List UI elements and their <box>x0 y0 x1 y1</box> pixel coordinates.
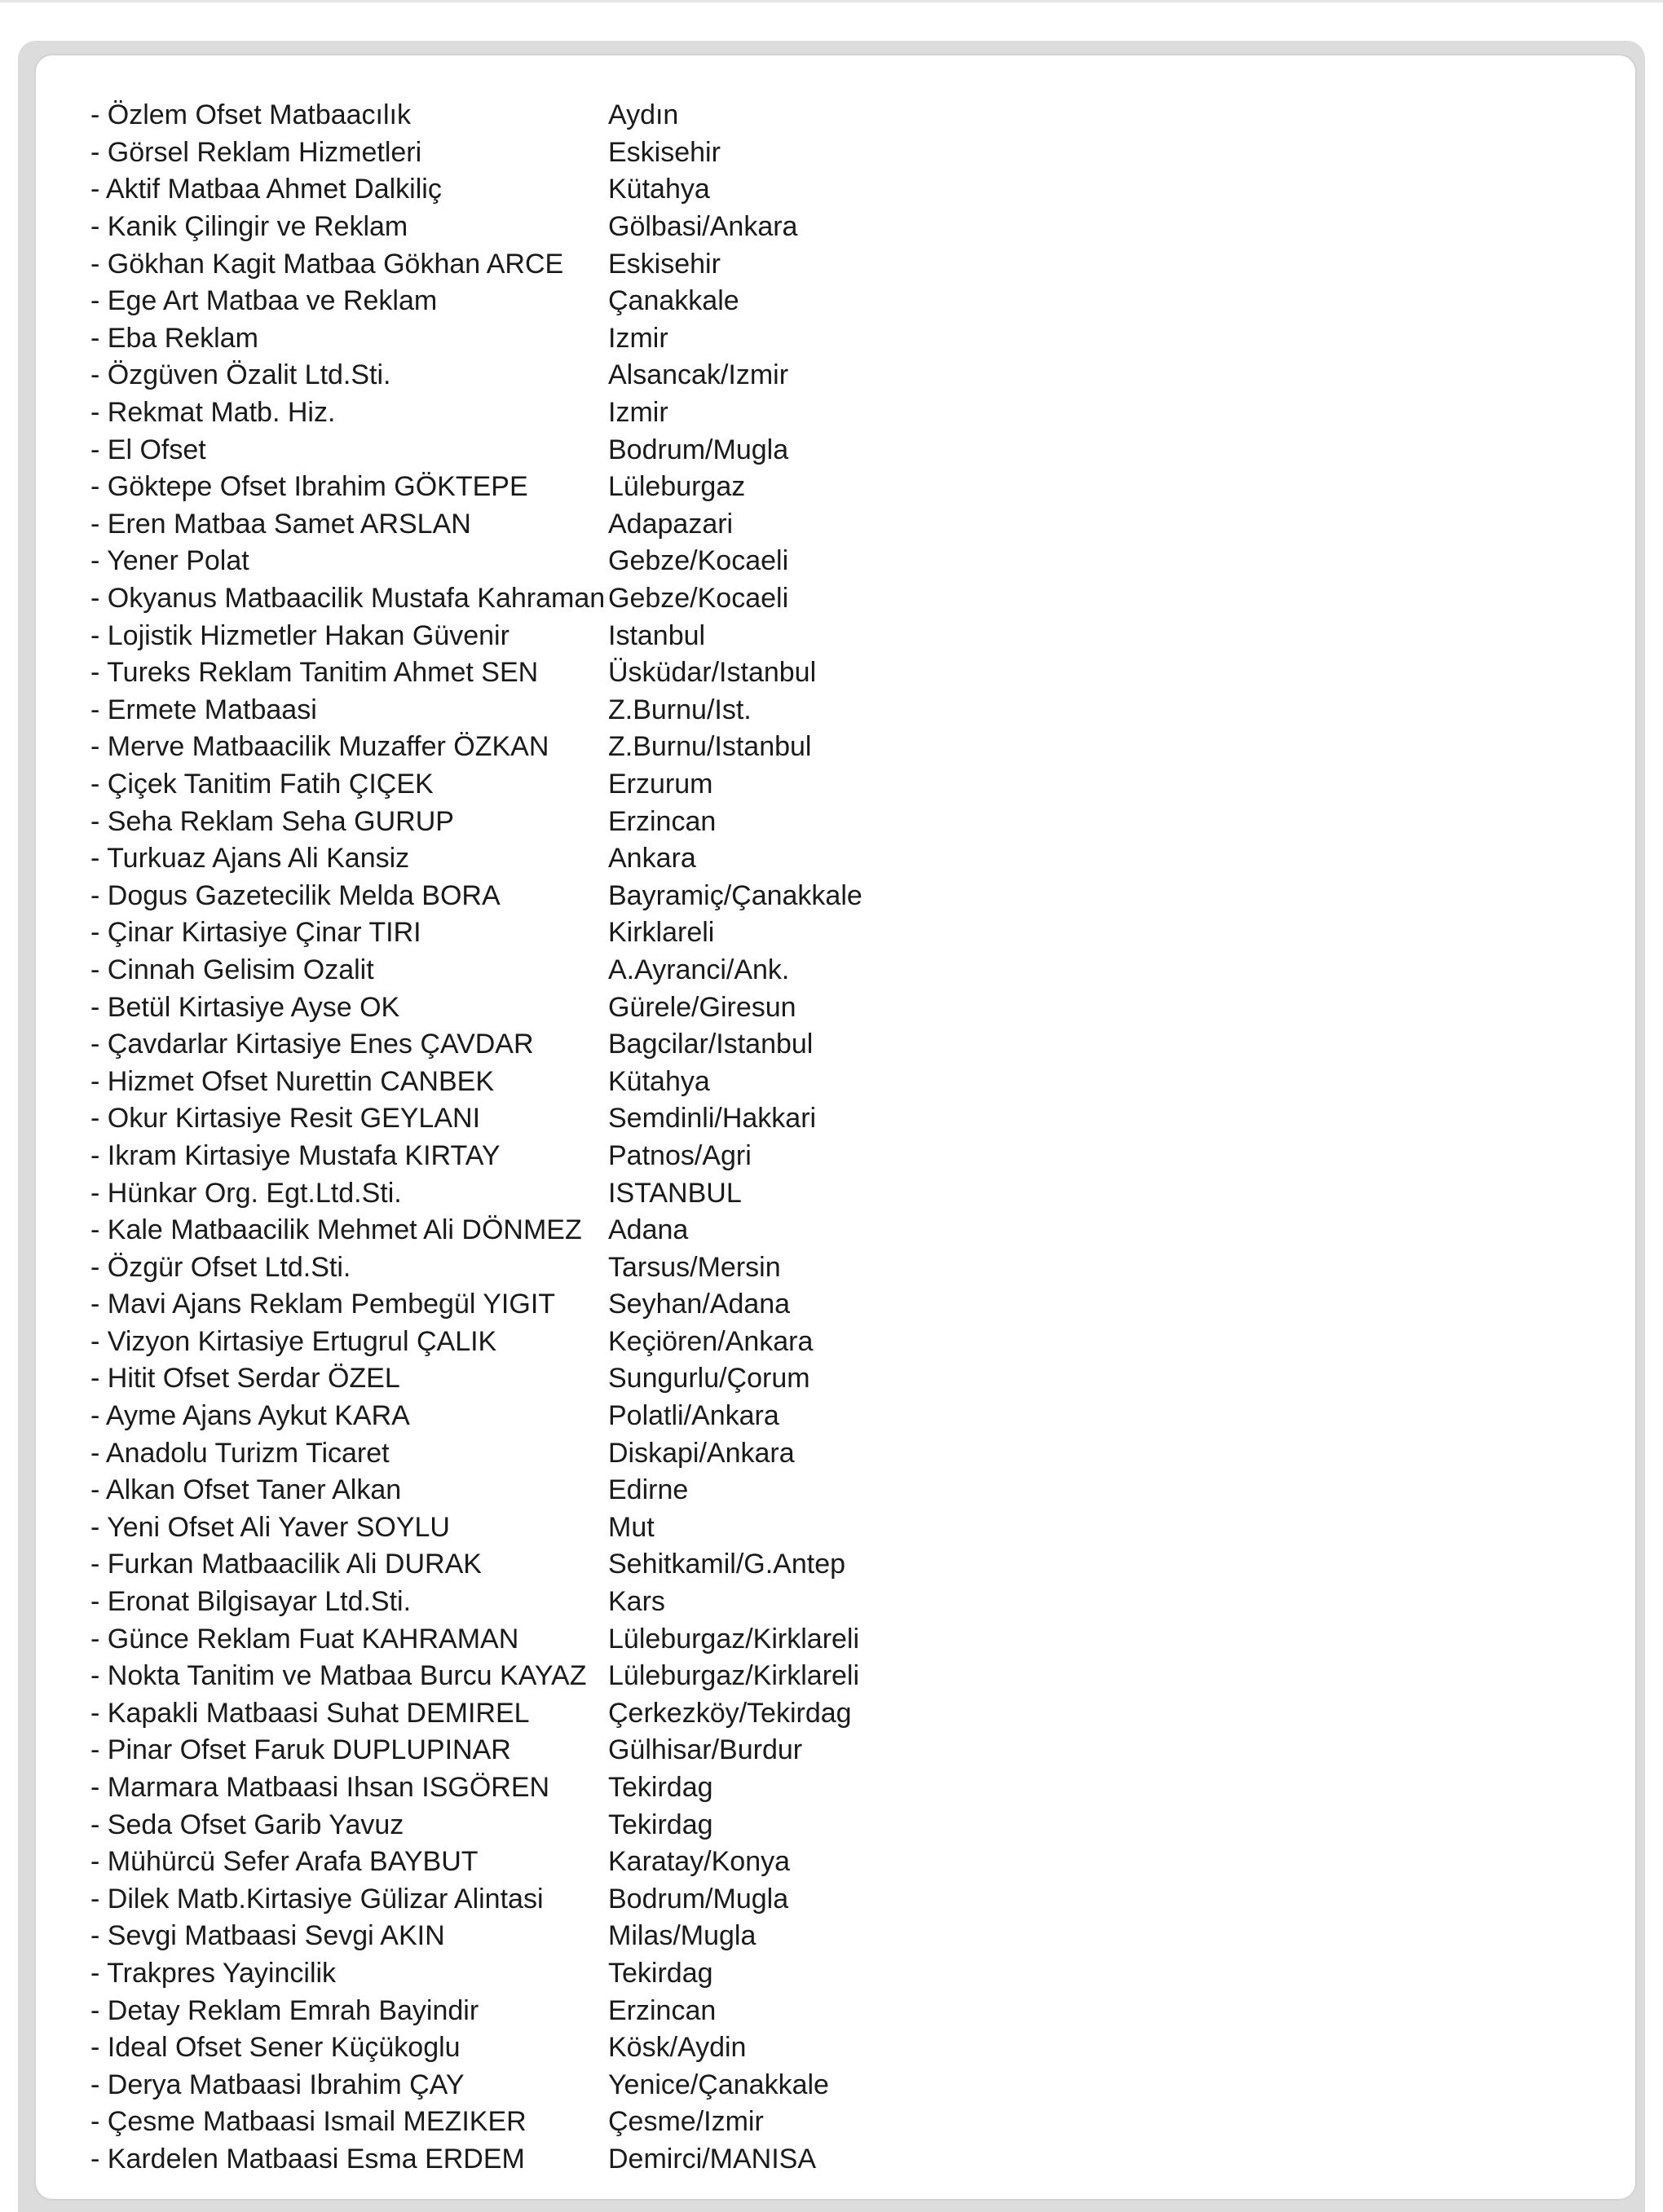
list-item <box>90 2066 906 2104</box>
list-item <box>90 1138 906 1175</box>
company-location: Eskisehir <box>608 248 721 280</box>
list-item <box>90 543 906 580</box>
company-location: Ankara <box>608 843 696 875</box>
list-item <box>90 1695 906 1733</box>
company-location: Çerkezköy/Tekirdag <box>608 1697 852 1729</box>
list-item <box>90 394 906 432</box>
company-location: Sungurlu/Çorum <box>608 1363 810 1395</box>
list-item <box>90 692 906 729</box>
list-item <box>90 283 906 320</box>
company-location: Alsancak/Izmir <box>608 359 789 391</box>
company-name: - Alkan Ofset Taner Alkan <box>90 1474 402 1506</box>
company-name: - Ayme Ajans Aykut KARA <box>90 1400 410 1432</box>
company-location: Edirne <box>608 1474 689 1506</box>
company-location: Erzincan <box>608 805 717 837</box>
company-name: - Göktepe Ofset Ibrahim GÖKTEPE <box>90 471 528 503</box>
company-name: - Marmara Matbaasi Ihsan ISGÖREN <box>90 1772 550 1804</box>
company-name: - Derya Matbaasi Ibrahim ÇAY <box>90 2069 465 2100</box>
company-name: - Betül Kirtasiye Ayse OK <box>90 991 400 1023</box>
company-name: - Mavi Ajans Reklam Pembegül YIGIT <box>90 1289 556 1320</box>
list-item <box>90 1026 906 1064</box>
list-item <box>90 469 906 506</box>
company-location: Patnos/Agri <box>608 1139 752 1171</box>
list-item <box>90 2104 906 2141</box>
list-item <box>90 1546 906 1584</box>
company-name: - Özlem Ofset Matbaacılık <box>90 99 411 131</box>
company-name: - Seha Reklam Seha GURUP <box>90 805 454 837</box>
company-location: Karatay/Konya <box>608 1846 791 1878</box>
company-name: - Turkuaz Ajans Ali Kansiz <box>90 843 410 875</box>
list-item <box>90 1212 906 1249</box>
list-item <box>90 1806 906 1844</box>
list-item <box>90 1992 906 2029</box>
company-name: - Cinnah Gelisim Ozalit <box>90 954 374 985</box>
company-name: - Nokta Tanitim ve Matbaa Burcu KAYAZ <box>90 1660 587 1692</box>
company-name: - Dilek Matb.Kirtasiye Gülizar Alintasi <box>90 1883 544 1915</box>
list-item <box>90 914 906 952</box>
company-name: - Detay Reklam Emrah Bayindir <box>90 1994 479 2026</box>
list-item <box>90 1434 906 1472</box>
list-item <box>90 729 906 766</box>
company-location: Bayramiç/Çanakkale <box>608 879 862 911</box>
company-name: - Kale Matbaacilik Mehmet Ali DÖNMEZ <box>90 1214 582 1246</box>
list-item <box>90 1286 906 1324</box>
company-name: - Yeni Ofset Ali Yaver SOYLU <box>90 1511 450 1543</box>
company-name: - Çinar Kirtasiye Çinar TIRI <box>90 917 421 949</box>
company-name: - Okur Kirtasiye Resit GEYLANI <box>90 1103 481 1135</box>
list-item <box>90 1063 906 1100</box>
company-name: - Furkan Matbaacilik Ali DURAK <box>90 1549 482 1580</box>
company-name: - Sevgi Matbaasi Sevgi AKIN <box>90 1920 445 1952</box>
company-name: - El Ofset <box>90 434 206 465</box>
list-item <box>90 134 906 172</box>
list-item <box>90 617 906 654</box>
list-item <box>90 1509 906 1547</box>
company-location: Erzincan <box>608 1994 717 2026</box>
company-location: Demirci/MANISA <box>608 2143 817 2175</box>
list-item <box>90 1472 906 1509</box>
company-location: Yenice/Çanakkale <box>608 2069 829 2100</box>
company-name: - Kapakli Matbaasi Suhat DEMIREL <box>90 1697 530 1729</box>
company-location: Gürele/Giresun <box>608 991 796 1023</box>
list-item <box>90 1844 906 1881</box>
company-name: - Ideal Ofset Sener Küçükoglu <box>90 2032 461 2064</box>
company-location: Bagcilar/Istanbul <box>608 1029 814 1060</box>
company-name: - Özgür Ofset Ltd.Sti. <box>90 1251 351 1283</box>
company-location: Gölbasi/Ankara <box>608 211 798 243</box>
company-location: Kütahya <box>608 174 710 205</box>
company-location: Tarsus/Mersin <box>608 1251 781 1283</box>
top-divider <box>0 0 1663 2</box>
list-item <box>90 1360 906 1398</box>
company-name: - Ege Art Matbaa ve Reklam <box>90 285 438 317</box>
company-location: Kösk/Aydin <box>608 2032 747 2064</box>
company-name: - Kanik Çilingir ve Reklam <box>90 211 408 243</box>
list-item <box>90 654 906 692</box>
company-list <box>90 97 906 2178</box>
list-item <box>90 1732 906 1769</box>
company-location: Erzurum <box>608 768 713 800</box>
list-item <box>90 2141 906 2179</box>
list-item <box>90 989 906 1026</box>
list-item <box>90 245 906 283</box>
company-location: Gülhisar/Burdur <box>608 1734 803 1766</box>
list-item <box>90 97 906 134</box>
company-name: - Rekmat Matb. Hiz. <box>90 397 336 429</box>
company-location: Eskisehir <box>608 136 721 168</box>
company-name: - Aktif Matbaa Ahmet Dalkiliç <box>90 174 442 205</box>
list-item <box>90 1918 906 1955</box>
list-item <box>90 357 906 394</box>
list-item <box>90 1100 906 1138</box>
company-name: - Eren Matbaa Samet ARSLAN <box>90 508 471 540</box>
company-location: Adapazari <box>608 508 734 540</box>
company-location: Gebze/Kocaeli <box>608 545 789 577</box>
list-item <box>90 1769 906 1807</box>
company-name: - Merve Matbaacilik Muzaffer ÖZKAN <box>90 731 549 763</box>
list-item <box>90 1955 906 1993</box>
company-location: Sehitkamil/G.Antep <box>608 1549 846 1580</box>
company-name: - Hizmet Ofset Nurettin CANBEK <box>90 1065 495 1097</box>
list-item <box>90 1881 906 1919</box>
company-location: Kirklareli <box>608 917 715 949</box>
company-location: Gebze/Kocaeli <box>608 583 789 615</box>
company-location: Mut <box>608 1511 655 1543</box>
list-item <box>90 840 906 878</box>
list-item <box>90 431 906 469</box>
list-item <box>90 209 906 246</box>
company-location: Lüleburgaz <box>608 471 746 503</box>
list-item <box>90 1584 906 1621</box>
company-name: - Ikram Kirtasiye Mustafa KIRTAY <box>90 1139 501 1171</box>
company-name: - Çesme Matbaasi Ismail MEZIKER <box>90 2106 527 2138</box>
company-location: Bodrum/Mugla <box>608 434 789 465</box>
list-item <box>90 1398 906 1435</box>
company-location: Keçiören/Ankara <box>608 1325 814 1357</box>
list-item <box>90 580 906 618</box>
company-location: Z.Burnu/Istanbul <box>608 731 812 763</box>
company-location: Semdinli/Hakkari <box>608 1103 817 1135</box>
company-location: Seyhan/Adana <box>608 1289 791 1320</box>
list-item <box>90 952 906 989</box>
list-item <box>90 877 906 914</box>
company-location: Adana <box>608 1214 689 1246</box>
company-name: - Günce Reklam Fuat KAHRAMAN <box>90 1623 519 1655</box>
company-name: - Tureks Reklam Tanitim Ahmet SEN <box>90 657 539 689</box>
company-location: A.Ayranci/Ank. <box>608 954 790 985</box>
company-location: Çanakkale <box>608 285 739 317</box>
list-item <box>90 1249 906 1286</box>
company-location: Kütahya <box>608 1065 710 1097</box>
company-location: Lüleburgaz/Kirklareli <box>608 1660 860 1692</box>
list-item <box>90 1620 906 1658</box>
list-item <box>90 1658 906 1695</box>
company-location: Tekirdag <box>608 1809 713 1840</box>
company-name: - Eba Reklam <box>90 322 258 354</box>
company-name: - Dogus Gazetecilik Melda BORA <box>90 879 501 911</box>
company-location: Polatli/Ankara <box>608 1400 779 1432</box>
company-name: - Gökhan Kagit Matbaa Gökhan ARCE <box>90 248 564 280</box>
list-item <box>90 506 906 544</box>
company-name: - Ermete Matbaasi <box>90 694 317 725</box>
company-name: - Çiçek Tanitim Fatih ÇIÇEK <box>90 768 434 800</box>
company-name: - Lojistik Hizmetler Hakan Güvenir <box>90 619 509 651</box>
company-location: Z.Burnu/Ist. <box>608 694 752 725</box>
company-name: - Görsel Reklam Hizmetleri <box>90 136 422 168</box>
company-name: - Trakpres Yayincilik <box>90 1957 337 1989</box>
list-item <box>90 1174 906 1212</box>
company-location: Bodrum/Mugla <box>608 1883 789 1915</box>
list-item <box>90 171 906 209</box>
company-name: - Okyanus Matbaacilik Mustafa Kahraman <box>90 583 606 615</box>
list-item <box>90 803 906 840</box>
company-location: Istanbul <box>608 619 706 651</box>
company-location: Tekirdag <box>608 1957 713 1989</box>
list-item <box>90 766 906 804</box>
company-name: - Seda Ofset Garib Yavuz <box>90 1809 404 1840</box>
company-location: Aydın <box>608 99 679 131</box>
company-name: - Çavdarlar Kirtasiye Enes ÇAVDAR <box>90 1029 534 1060</box>
company-name: - Yener Polat <box>90 545 249 577</box>
company-location: Izmir <box>608 397 668 429</box>
company-name: - Eronat Bilgisayar Ltd.Sti. <box>90 1586 412 1618</box>
company-location: Izmir <box>608 322 668 354</box>
company-location: ISTANBUL <box>608 1177 742 1209</box>
list-item <box>90 2029 906 2067</box>
company-name: - Hitit Ofset Serdar ÖZEL <box>90 1363 400 1395</box>
company-location: Kars <box>608 1586 665 1618</box>
list-item <box>90 320 906 358</box>
company-name: - Hünkar Org. Egt.Ltd.Sti. <box>90 1177 402 1209</box>
company-location: Üsküdar/Istanbul <box>608 657 817 689</box>
company-location: Lüleburgaz/Kirklareli <box>608 1623 860 1655</box>
company-name: - Özgüven Özalit Ltd.Sti. <box>90 359 391 391</box>
company-name: - Vizyon Kirtasiye Ertugrul ÇALIK <box>90 1325 497 1357</box>
company-name: - Pinar Ofset Faruk DUPLUPINAR <box>90 1734 511 1766</box>
company-name: - Mühürcü Sefer Arafa BAYBUT <box>90 1846 479 1878</box>
company-name: - Anadolu Turizm Ticaret <box>90 1437 390 1469</box>
company-location: Milas/Mugla <box>608 1920 757 1952</box>
list-item <box>90 1324 906 1361</box>
company-name: - Kardelen Matbaasi Esma ERDEM <box>90 2143 525 2175</box>
company-location: Diskapi/Ankara <box>608 1437 795 1469</box>
company-location: Çesme/Izmir <box>608 2106 764 2138</box>
company-location: Tekirdag <box>608 1772 713 1804</box>
